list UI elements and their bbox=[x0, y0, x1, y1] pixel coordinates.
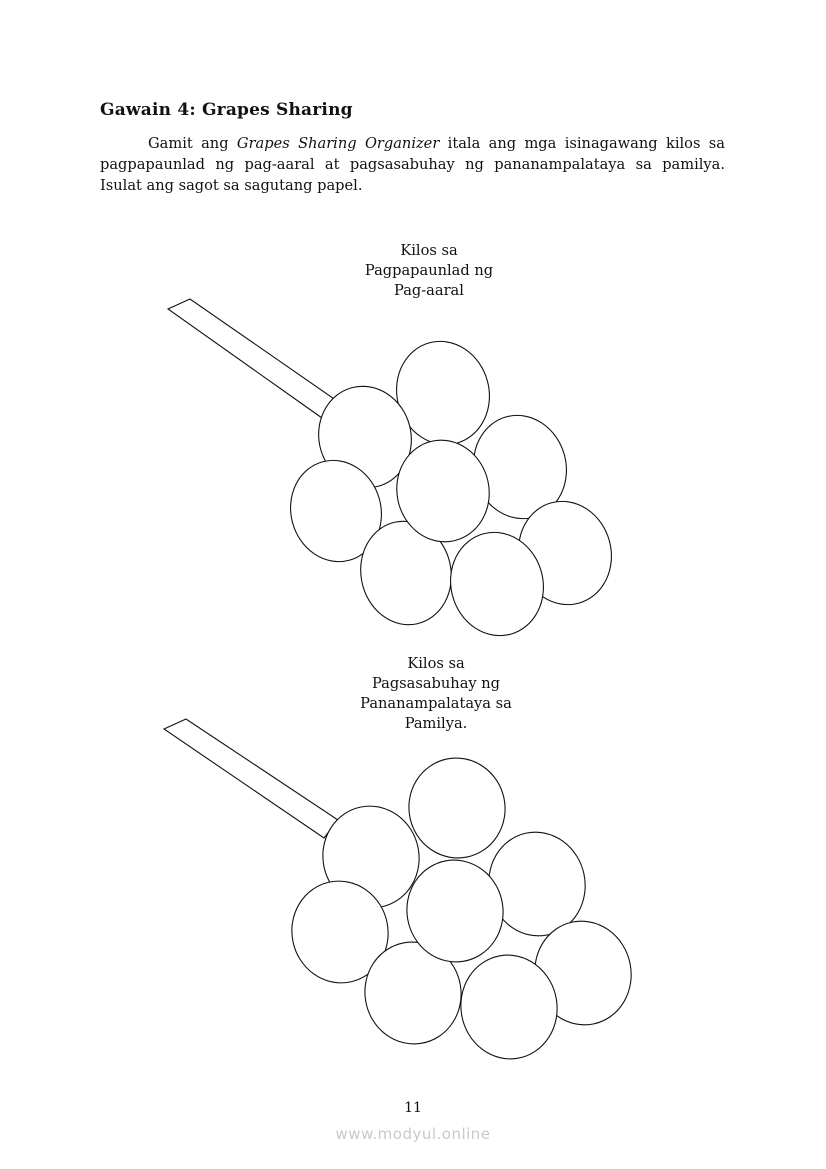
grapes-organizer-1 bbox=[168, 299, 623, 646]
organizer-2-label-line: Pagsasabuhay ng bbox=[371, 675, 501, 692]
grapes-organizer-2 bbox=[164, 719, 641, 1067]
instructions-body: itala ang mga isinagawang kilos sa pagpapaunlad ng pag-aaral at pagsasabuhay ng pananampalataya sa pamilya. Isulat ang sagot sa sagutang papel. bbox=[100, 135, 726, 194]
instructions-lead: Gamit ang bbox=[148, 135, 237, 152]
organizer-2-label-line: Pananampalataya sa bbox=[360, 695, 512, 712]
grape-stem bbox=[164, 719, 338, 838]
organizer-1-label-line: Pagpapaunlad ng bbox=[364, 262, 494, 279]
organizer-2-label-line: Pamilya. bbox=[404, 715, 468, 732]
page-number: 11 bbox=[404, 1100, 422, 1116]
watermark: www.modyul.online bbox=[335, 1125, 491, 1143]
instructions-organizer-name: Grapes Sharing Organizer bbox=[236, 135, 440, 152]
activity-title: Gawain 4: Grapes Sharing bbox=[100, 100, 353, 120]
organizer-1-label-line: Kilos sa bbox=[400, 242, 458, 259]
organizer-1-label-line: Pag-aaral bbox=[394, 282, 464, 299]
grape-stem bbox=[168, 299, 340, 418]
organizer-2-label-line: Kilos sa bbox=[407, 655, 465, 672]
